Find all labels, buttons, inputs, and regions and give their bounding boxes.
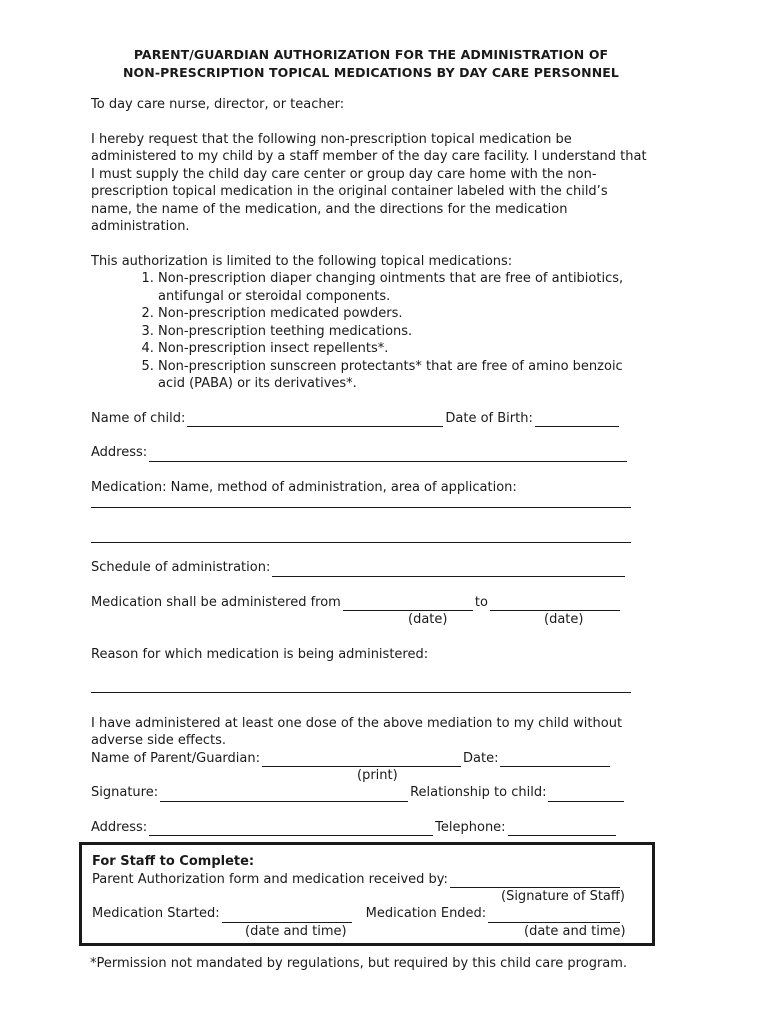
address-field[interactable] xyxy=(149,448,627,462)
received-label: Parent Authorization form and medication received by: xyxy=(92,871,448,887)
telephone-field[interactable] xyxy=(508,822,616,836)
medication-dates-row xyxy=(92,905,642,923)
telephone-label: Telephone: xyxy=(435,819,506,835)
signature-field[interactable] xyxy=(160,788,408,802)
salutation: To day care nurse, director, or teacher: xyxy=(91,97,345,112)
list-item: 1. Non-prescription diaper changing ointments that are free of antibiotics, antifungal or steroidal components. xyxy=(158,270,651,305)
print-hint: (print) xyxy=(357,768,398,783)
to-label: to xyxy=(474,594,488,610)
schedule-field[interactable] xyxy=(272,563,625,577)
dob-field[interactable] xyxy=(535,413,619,427)
list-item: 2. Non-prescription medicated powders. xyxy=(158,305,651,323)
limited-intro: This authorization is limited to the following topical medications: xyxy=(91,253,513,269)
address-row xyxy=(91,444,651,462)
list-item: 4. Non-prescription insect repellents*. xyxy=(158,340,651,358)
staff-signature-hint: (Signature of Staff) xyxy=(501,889,625,904)
ended-field[interactable] xyxy=(488,909,620,923)
staff-section xyxy=(79,842,655,946)
parent-name-label: Name of Parent/Guardian: xyxy=(91,750,260,766)
dob-label: Date of Birth: xyxy=(445,410,533,426)
list-item: 5. Non-prescription sunscreen protectants* that are free of amino benzoic acid (PABA) or its derivatives*. xyxy=(158,358,651,393)
staff-heading: For Staff to Complete: xyxy=(92,854,255,869)
footnote: *Permission not mandated by regulations, but required by this child care program. xyxy=(90,956,628,971)
relationship-label: Relationship to child: xyxy=(410,785,547,800)
from-date-field[interactable] xyxy=(343,597,473,611)
form-title xyxy=(71,46,671,82)
request-paragraph: I hereby request that the following non-prescription topical medication be administered to my child by a staff member of the day care facility. I understand that I must supply the child day care center or group day care home with the non-prescription topical medication in the original container labeled with the child’s name, the name of the medication, and the directions for the medication administration. xyxy=(91,131,647,234)
parent-name-row xyxy=(91,750,651,768)
address-label: Address: xyxy=(91,445,148,460)
started-label: Medication Started: xyxy=(92,906,220,921)
child-name-field[interactable] xyxy=(187,413,443,427)
administered-from-label: Medication shall be administered from xyxy=(91,594,341,610)
relationship-field[interactable] xyxy=(548,788,624,802)
from-date-hint: (date) xyxy=(408,612,448,627)
administered-row xyxy=(91,594,651,612)
reason-label: Reason for which medication is being administered: xyxy=(91,647,429,662)
title-line-1: PARENT/GUARDIAN AUTHORIZATION FOR THE ADMINISTRATION OF xyxy=(133,47,609,62)
parent-address-label: Address: xyxy=(91,819,148,835)
parent-date-field[interactable] xyxy=(500,753,610,767)
ended-hint: (date and time) xyxy=(524,923,626,939)
signature-row xyxy=(91,784,651,802)
to-date-hint: (date) xyxy=(544,612,584,627)
schedule-row xyxy=(91,559,651,577)
statement: I have administered at least one dose of the above mediation to my child without adverse side effects. xyxy=(91,715,623,748)
ended-label: Medication Ended: xyxy=(365,906,487,921)
child-name-row xyxy=(91,410,651,428)
schedule-label: Schedule of administration: xyxy=(91,560,271,575)
parent-address-field[interactable] xyxy=(149,822,433,836)
signature-label: Signature: xyxy=(91,785,159,800)
parent-address-row xyxy=(91,819,651,837)
title-line-2: NON-PRESCRIPTION TOPICAL MEDICATIONS BY DAY CARE PERSONNEL xyxy=(123,65,619,80)
child-name-label: Name of child: xyxy=(91,410,186,426)
parent-date-label: Date: xyxy=(463,750,499,766)
received-row xyxy=(92,871,642,889)
medication-label: Medication: Name, method of administration, area of application: xyxy=(91,479,517,495)
staff-signature-field[interactable] xyxy=(450,874,620,888)
started-hint: (date and time) xyxy=(245,923,347,939)
form-body xyxy=(91,46,651,836)
parent-name-field[interactable] xyxy=(262,753,461,767)
started-field[interactable] xyxy=(222,909,352,923)
medication-list xyxy=(91,270,651,393)
to-date-field[interactable] xyxy=(490,597,620,611)
list-item: 3. Non-prescription teething medications. xyxy=(158,323,651,341)
